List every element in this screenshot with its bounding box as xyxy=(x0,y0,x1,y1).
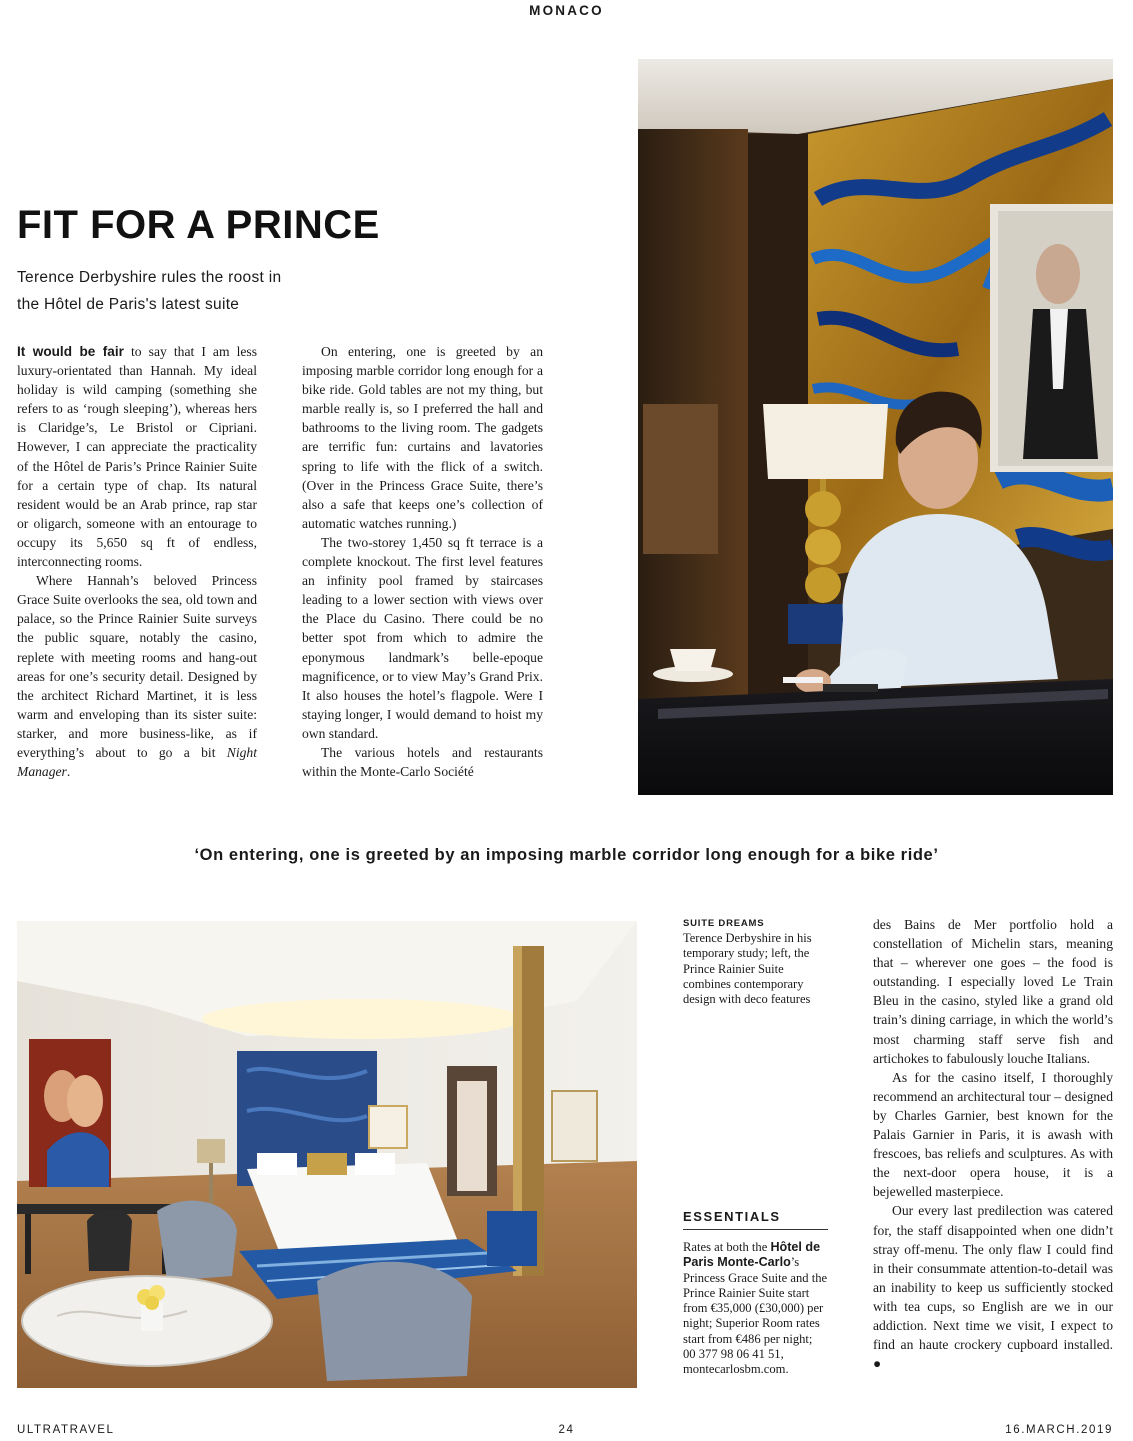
issue-date: 16.MARCH.2019 xyxy=(1005,1424,1113,1436)
paragraph: As for the casino itself, I thoroughly recommend an architectural tour – designed by Charles Garnier, best known for the Palais Garnier in Paris, it is awash with frescoes, bas reliefs and sculptures. As with the next-door opera house, it is a bejewelled masterpiece. xyxy=(873,1069,1113,1200)
paragraph: des Bains de Mer portfolio hold a constellation of Michelin stars, meaning that – wherever one goes – the food is outstanding. I especially loved Le Train Bleu in the casino, styled like a grand old train’s dining carriage, in which the world’s most charming staff serve fish and artichokes to fabulously louche Italians. xyxy=(873,917,1113,1066)
pull-quote: ‘On entering, one is greeted by an imposing marble corridor long enough for a bike ride’ xyxy=(194,846,939,864)
article-column-3 xyxy=(873,915,1113,1373)
section-label: MONACO xyxy=(529,3,604,18)
lead-in: It would be fair xyxy=(17,344,124,359)
paragraph-end: . xyxy=(66,764,71,780)
portrait-photo xyxy=(638,59,1113,795)
standfirst xyxy=(17,264,377,318)
end-mark: ● xyxy=(873,1356,882,1372)
standfirst-line-1: Terence Derbyshire rules the roost in xyxy=(17,269,282,286)
paragraph xyxy=(17,342,257,571)
caption-text: Terence Derbyshire in his temporary study; left, the Prince Rainier Suite combines contemporary design with deco features xyxy=(683,931,812,1007)
paragraph xyxy=(17,571,257,781)
paragraph-text: to say that I am less luxury-orientated than Hannah. My ideal holiday is wild camping (something she refers to as ‘rough sleeping’), whereas hers is Claridge’s, Le Bristol or Cipriani. However, I can appreciate the practicality of the Hôtel de Paris’s Prince Rainier Suite for a certain type of chap. Its natural resident would be an Arab prince, rap star or oligarch, someone with an entourage to occupy its 5,650 sq ft of endless, interconnecting rooms. xyxy=(17,344,257,570)
paragraph: The various hotels and restaurants within the Monte-Carlo Société xyxy=(302,744,543,780)
headline: FIT FOR A PRINCE xyxy=(17,203,380,247)
paragraph-text: Our every last predilection was catered for, the staff disappointed when one didn’t stray off-menu. The only flaw I could find in their consummate attention-to-detail was an inability to keep us sufficiently stocked with tea cups, so English are we in our addiction. Next time we visit, I expect to find an haute crockery cupboard installed. xyxy=(873,1203,1113,1353)
paragraph: The two-storey 1,450 sq ft terrace is a complete knockout. The first level features an infinity pool framed by staircases leading to a lower section with views over the Place du Casino. There could be no better spot from which to admire the eponymous landmark’s belle-epoque magnificence, or to view May’s Grand Prix. It also houses the hotel’s flagpole. Were I staying longer, I would demand to hoist my own standard. xyxy=(302,534,543,741)
paragraph-text: Where Hannah’s beloved Princess Grace Suite overlooks the sea, old town and palace, so the Prince Rainier Suite surveys the public square, notably the casino, replete with meeting rooms and hang-out areas for one’s security detail. Designed by the architect Richard Martinet, it is less warm and enveloping than its sister suite: starker, and more business-like, as if everything’s about to go a bit xyxy=(17,573,257,760)
essentials-text: Rates at both the xyxy=(683,1240,771,1254)
caption-title: SUITE DREAMS xyxy=(683,918,765,929)
article-column-2 xyxy=(302,342,543,781)
page-number: 24 xyxy=(558,1424,575,1436)
article-column-1 xyxy=(17,342,257,781)
publication-name: ULTRATRAVEL xyxy=(17,1424,115,1436)
essentials-body xyxy=(683,1240,828,1378)
paragraph: On entering, one is greeted by an imposing marble corridor long enough for a bike ride. Gold tables are not my thing, but marble really is, so I preferred the hall and bathrooms to the living room. The gadgets are terrific fun: curtains and lavatories spring to life with the flick of a switch. (Over in the Princess Grace Suite, there’s also a safe that keeps one’s collection of automatic watches running.) xyxy=(302,344,543,531)
suite-illustration xyxy=(17,921,637,1388)
portrait-illustration xyxy=(638,59,1113,795)
standfirst-line-2: the Hôtel de Paris's latest suite xyxy=(17,296,240,313)
paragraph xyxy=(873,1201,1113,1373)
photo-caption xyxy=(683,916,828,1007)
essentials-title: ESSENTIALS xyxy=(683,1209,828,1230)
essentials-text: ’s Princess Grace Suite and the Prince Rainier Suite start from €35,000 (£30,000) per night; Superior Room rates start from €486 per night; 00 377 98 06 41 51, montecarlosbm.com. xyxy=(683,1255,828,1377)
hotel-name: Hôtel de Paris Monte-Carlo xyxy=(683,1240,821,1270)
suite-photo xyxy=(17,921,637,1388)
italic-title: Night Manager xyxy=(17,744,257,780)
